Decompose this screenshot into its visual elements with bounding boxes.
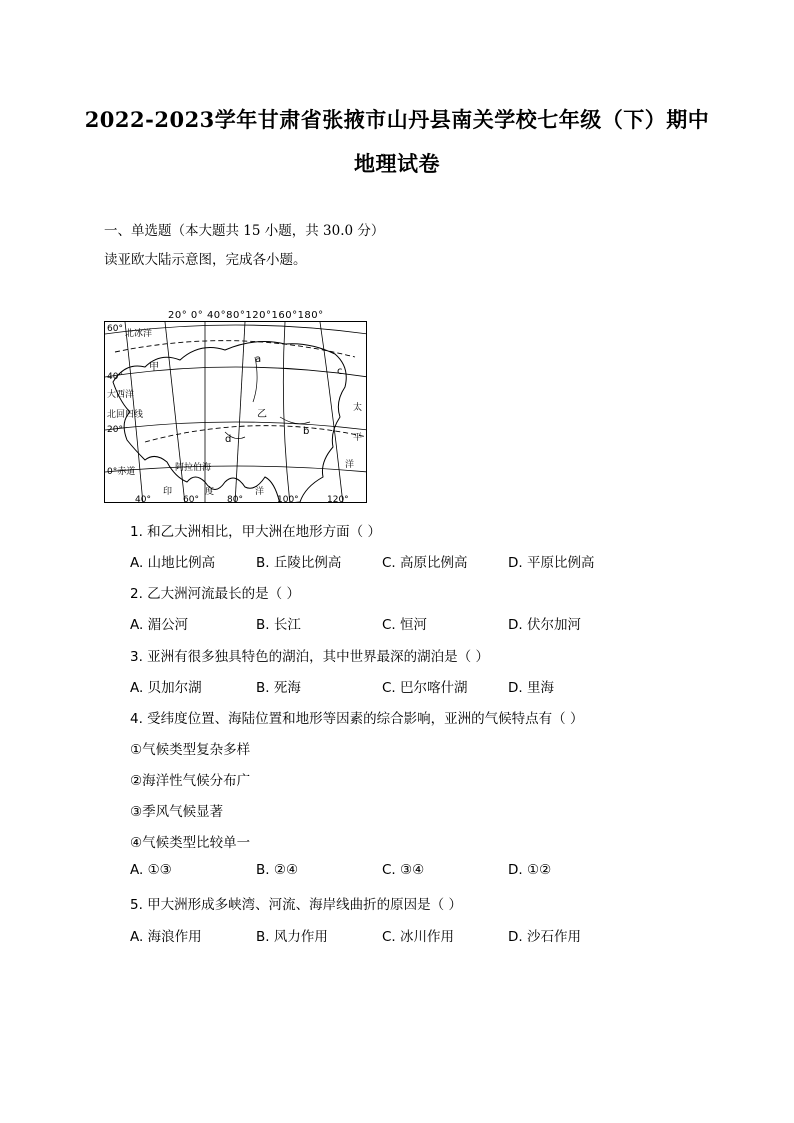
- map-top-longitudes: 20° 0° 40°80°120°160°180°: [168, 310, 324, 321]
- section-heading: 一、单选题（本大题共 15 小题，共 30.0 分）: [104, 223, 385, 239]
- map-lat-60: 60°: [107, 324, 123, 334]
- q4-item-3: ③季风气候显著: [130, 804, 224, 820]
- q5-option-b[interactable]: B. 风力作用: [256, 929, 328, 945]
- map-lon-60: 60°: [183, 495, 199, 504]
- map-lon-40: 40°: [135, 495, 151, 504]
- map-parallels: [105, 325, 367, 472]
- question-1-stem: 1. 和乙大洲相比，甲大洲在地形方面（ ）: [130, 524, 381, 540]
- q5-option-a[interactable]: A. 海浪作用: [130, 929, 202, 945]
- map-lon-120: 120°: [327, 495, 349, 504]
- map-lat-40: 40°: [107, 372, 123, 382]
- map-label-c: c: [337, 366, 343, 377]
- q1-option-b[interactable]: B. 丘陵比例高: [256, 555, 342, 571]
- map-indian-ocean-1: 印: [163, 487, 173, 497]
- q4-option-b[interactable]: B. ②④: [256, 862, 299, 878]
- q5-option-d[interactable]: D. 沙石作用: [508, 929, 581, 945]
- q4-option-c[interactable]: C. ③④: [382, 862, 425, 878]
- map-pacific-2: 平: [353, 433, 363, 443]
- q3-option-a[interactable]: A. 贝加尔湖: [130, 680, 202, 696]
- q3-option-d[interactable]: D. 里海: [508, 680, 554, 696]
- map-pacific-3: 洋: [345, 460, 355, 470]
- question-4-stem: 4. 受纬度位置、海陆位置和地形等因素的综合影响，亚洲的气候特点有（ ）: [130, 711, 584, 727]
- eurasia-map: [104, 321, 367, 503]
- question-2-stem: 2. 乙大洲河流最长的是（ ）: [130, 586, 300, 602]
- map-lat-20: 20°: [107, 425, 123, 435]
- q4-item-4: ④气候类型比较单一: [130, 835, 251, 851]
- q4-item-2: ②海洋性气候分布广: [130, 773, 251, 789]
- map-tropic-label: 北回归线: [107, 410, 144, 420]
- q1-option-d[interactable]: D. 平原比例高: [508, 555, 595, 571]
- q3-option-b[interactable]: B. 死海: [256, 680, 301, 696]
- map-label-d: d: [225, 434, 232, 445]
- map-indian-ocean-3: 洋: [255, 487, 265, 497]
- map-label-b: b: [303, 426, 310, 437]
- question-5-stem: 5. 甲大洲形成多峡湾、河流、海岸线曲折的原因是（ ）: [130, 897, 462, 913]
- map-meridians: [125, 322, 343, 503]
- question-3-stem: 3. 亚洲有很多独具特色的湖泊，其中世界最深的湖泊是（ ）: [130, 649, 489, 665]
- map-arctic-label: 北冰洋: [125, 329, 153, 339]
- map-indian-ocean-2: 度: [205, 487, 215, 497]
- map-label-jia: 甲: [149, 362, 159, 373]
- page-title-line1: 2022-2023学年甘肃省张掖市山丹县南关学校七年级（下）期中: [84, 107, 710, 132]
- q4-item-1: ①气候类型复杂多样: [130, 742, 251, 758]
- map-label-yi: 乙: [257, 409, 267, 420]
- map-lon-100: 100°: [277, 495, 299, 504]
- q5-option-c[interactable]: C. 冰川作用: [382, 929, 455, 945]
- map-equator-label: 0°赤道: [107, 467, 136, 477]
- q4-option-a[interactable]: A. ①③: [130, 862, 172, 878]
- q1-option-a[interactable]: A. 山地比例高: [130, 555, 216, 571]
- eurasia-map-svg: [105, 322, 367, 503]
- intro-text: 读亚欧大陆示意图，完成各小题。: [104, 252, 307, 268]
- map-arabian-sea-label: 阿拉伯海: [175, 463, 212, 473]
- q2-option-a[interactable]: A. 湄公河: [130, 617, 189, 633]
- map-lon-80: 80°: [227, 495, 243, 504]
- q2-option-c[interactable]: C. 恒河: [382, 617, 428, 633]
- q4-option-d[interactable]: D. ①②: [508, 862, 552, 878]
- map-label-a: a: [255, 354, 262, 365]
- page-title-line2: 地理试卷: [354, 151, 440, 176]
- map-pacific-1: 太: [353, 403, 363, 413]
- map-atlantic-label: 大西洋: [107, 390, 135, 400]
- q2-option-b[interactable]: B. 长江: [256, 617, 301, 633]
- q2-option-d[interactable]: D. 伏尔加河: [508, 617, 581, 633]
- q3-option-c[interactable]: C. 巴尔喀什湖: [382, 680, 468, 696]
- q1-option-c[interactable]: C. 高原比例高: [382, 555, 468, 571]
